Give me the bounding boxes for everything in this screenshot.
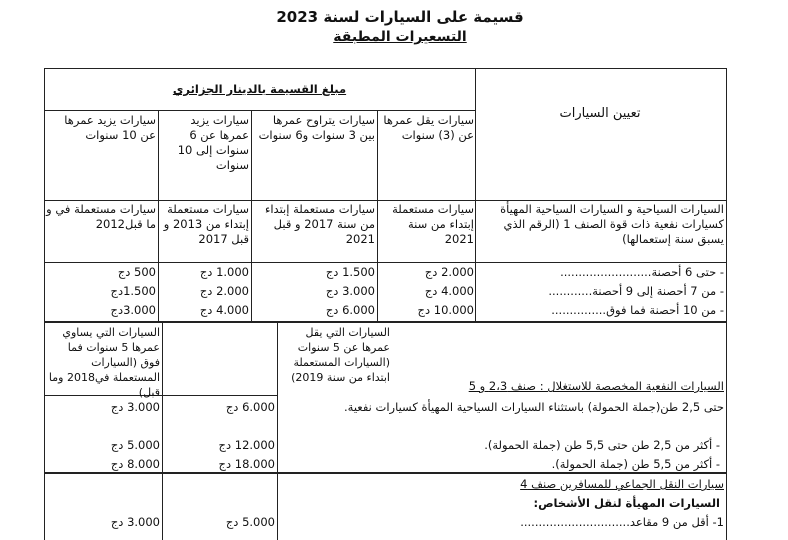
table-cell: 3.000دج xyxy=(110,303,156,317)
table-cell: 5.000 دج xyxy=(225,515,275,529)
year-header-3: سيارات مستعملة إبتداء من 2013 و قبل 2017 xyxy=(163,202,249,246)
category-2-row-2: - أكثر من 2,5 طن حتى 5,5 طن (جملة الحمولة). xyxy=(484,438,720,452)
category-3-subtitle: السيارات المهيأة لنقل الأشخاص: xyxy=(533,496,720,510)
category-1-description: السيارات السياحية و السيارات السياحية المهيأة كسيارات نفعية ذات قوة الصنف 1 (الرقم الذي يسبق سنة إستعمالها) xyxy=(500,202,724,246)
table-cell: 4.000 دج xyxy=(424,284,474,298)
table-row-label: - حتى 6 أحصنة......................... xyxy=(560,265,724,279)
table-cell: 2.000 دج xyxy=(424,265,474,279)
table-line xyxy=(44,68,727,69)
document-subtitle: التسعيرات المطبقة xyxy=(333,29,467,45)
table-row-label: - من 10 أحصنة فما فوق............... xyxy=(551,303,724,317)
table-cell: 3.000 دج xyxy=(325,284,375,298)
table-line xyxy=(44,321,727,323)
table-cell: 500 دج xyxy=(117,265,156,279)
table-cell: 1.500دج xyxy=(110,284,156,298)
table-line xyxy=(162,322,163,540)
table-line xyxy=(726,68,727,540)
table-line xyxy=(251,110,252,322)
age-header-4: سيارات يزيد عمرها عن 10 سنوات xyxy=(64,113,156,142)
category-3-row-1: 1- أقل من 9 مقاعد.............................. xyxy=(520,515,724,529)
table-row-label: - من 7 أحصنة إلى 9 أحصنة............ xyxy=(548,284,724,298)
age-header-1: سيارات يقل عمرها عن (3) سنوات xyxy=(383,113,474,142)
category-2-row-1: حتى 2,5 طن(جملة الحمولة) باستثناء السيارات السياحية المهيأة كسيارات نفعية. xyxy=(344,400,724,414)
table-cell: 12.000 دج xyxy=(218,438,275,452)
category-2-row-3: - أكثر من 5,5 طن (جملة الحمولة). xyxy=(551,457,720,471)
table-line xyxy=(158,110,159,322)
document-title: قسيمة على السيارات لسنة 2023 xyxy=(276,8,524,26)
designation-header: تعيين السيارات xyxy=(559,106,641,121)
category-2-title: السيارات النفعية المخصصة للاستغلال : صنف 2،3 و 5 xyxy=(468,379,724,393)
table-line xyxy=(44,200,727,201)
table-cell: 1.000 دج xyxy=(199,265,249,279)
table-cell: 1.500 دج xyxy=(325,265,375,279)
age-header-under-5: السيارات التي يقل عمرها عن 5 سنوات (السيارات المستعملة ابتداء من سنة 2019) xyxy=(291,326,390,384)
table-line xyxy=(377,110,378,322)
table-line xyxy=(44,68,45,540)
table-cell: 2.000 دج xyxy=(199,284,249,298)
age-header-5-plus: السيارات التي يساوي عمرها 5 سنوات فما فوق (السيارات المستعملة في2018 وما قبل) xyxy=(48,326,160,399)
table-cell: 4.000 دج xyxy=(199,303,249,317)
table-cell: 3.000 دج xyxy=(110,400,160,414)
table-cell: 6.000 دج xyxy=(225,400,275,414)
table-line xyxy=(475,68,476,322)
year-header-1: سيارات مستعملة إبتداء من سنة 2021 xyxy=(392,202,474,246)
table-line xyxy=(277,322,278,540)
category-3-title: سيارات النقل الجماعي للمسافرين صنف 4 xyxy=(520,477,724,491)
year-header-2: سيارات مستعملة إبتداء من سنة 2017 و قبل 2021 xyxy=(264,202,375,246)
table-line xyxy=(44,110,475,111)
table-cell: 6.000 دج xyxy=(325,303,375,317)
year-header-4: سيارات مستعملة في و ما قبل2012 xyxy=(46,202,156,231)
age-header-3: سيارات يزيد عمرها عن 6 سنوات إلى 10 سنوات xyxy=(177,113,249,172)
table-cell: 5.000 دج xyxy=(110,438,160,452)
amount-header: مبلغ القسيمة بالدينار الجزائري xyxy=(172,82,347,96)
table-cell: 10.000 دج xyxy=(417,303,474,317)
table-cell: 8.000 دج xyxy=(110,457,160,471)
table-cell: 18.000 دج xyxy=(218,457,275,471)
table-cell: 3.000 دج xyxy=(110,515,160,529)
age-header-2: سيارات يتراوح عمرها بين 3 سنوات و6 سنوات xyxy=(258,113,375,142)
